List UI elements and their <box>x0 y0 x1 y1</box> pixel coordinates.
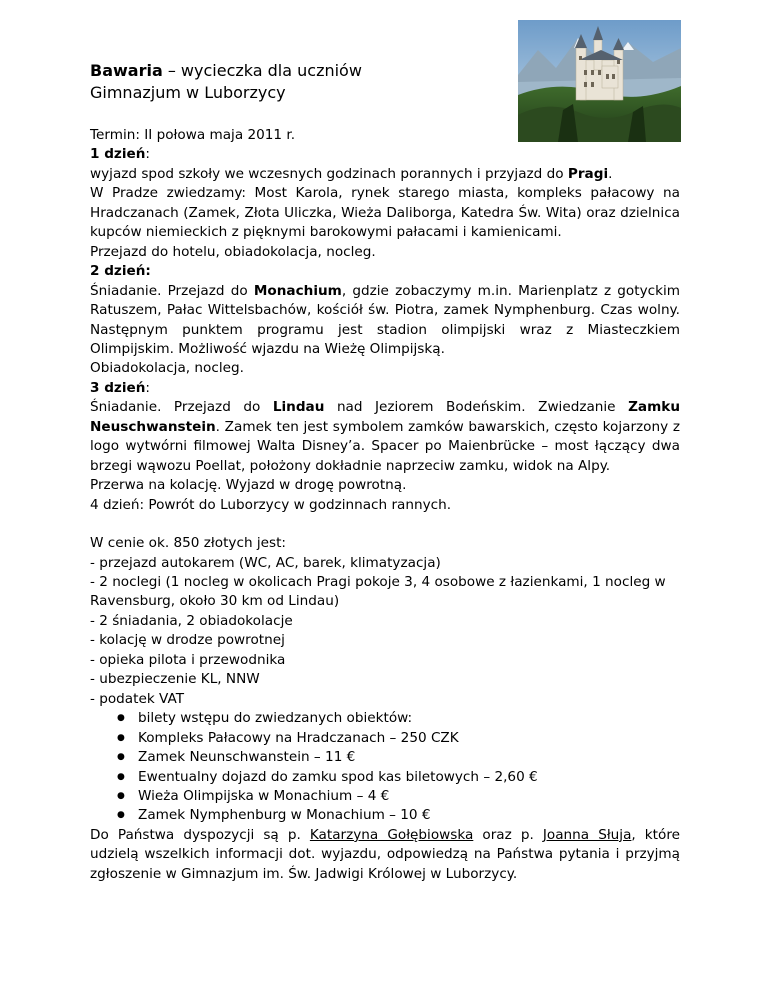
day1-paragraph: W Pradze zwiedzamy: Most Karola, rynek starego miasta, kompleks pałacowy na Hradczanach (Zamek, Złota Uliczka, Wieża Daliborga, Katedra Św. Wita) oraz dzielnica kupców niemieckich z pięknymi barokowymi pałacami i kamienicami. <box>90 185 680 241</box>
price-item: - podatek VAT <box>90 690 184 707</box>
day1-hotel: Przejazd do hotelu, obiadokolacja, nocleg. <box>90 243 376 260</box>
price-item: - 2 śniadania, 2 obiadokolacje <box>90 612 293 629</box>
day3-return: Przerwa na kolację. Wyjazd w drogę powrotną. <box>90 477 407 494</box>
title-rest: – wycieczka dla uczniów <box>162 61 362 80</box>
document-title <box>90 60 362 104</box>
price-intro: W cenie ok. 850 złotych jest: <box>90 535 287 552</box>
day2-heading: 2 dzień: <box>90 263 151 280</box>
day2-paragraph: Śniadanie. Przejazd do Monachium, gdzie zobaczymy m.in. Marienplatz z gotyckim Ratuszem, Pałac Wittelsbachów, kościół św. Piotra, zamek Nymphenburg. Czas wolny. Następnym punktem programu jest stadion olimpijski wraz z Miasteczkiem Olimpijskim. Możliwość wjazdu na Wieżę Olimpijską. <box>90 282 680 357</box>
document-body <box>90 126 680 884</box>
ticket-list-item: ● Zamek Nymphenburg w Monachium – 10 € <box>90 806 680 825</box>
castle-illustration <box>518 20 681 142</box>
price-item: - opieka pilota i przewodnika <box>90 651 286 668</box>
ticket-list-item: ● Kompleks Pałacowy na Hradczanach – 250 CZK <box>90 729 680 748</box>
day3-heading: 3 dzień: <box>90 379 150 396</box>
price-item: - przejazd autokarem (WC, AC, barek, klimatyzacja) <box>90 554 441 571</box>
title-line2: Gimnazjum w Luborzycy <box>90 83 286 102</box>
day1-heading: 1 dzień: <box>90 146 150 163</box>
day4: 4 dzień: Powrót do Luborzycy w godzinnach rannych. <box>90 496 452 513</box>
contact-paragraph: Do Państwa dyspozycji są p. Katarzyna Gołębiowska oraz p. Joanna Słuja, które udzielą wszelkich informacji dot. wyjazdu, odpowiedzą na Państwa pytania i przyjmą zgłoszenie w Gimnazjum im. Św. Jadwigi Królowej w Luborzycy. <box>90 826 680 882</box>
contact-name-2: Joanna Słuja <box>542 826 632 843</box>
day2-dinner: Obiadokolacja, nocleg. <box>90 360 244 377</box>
day1-line1: wyjazd spod szkoły we wczesnych godzinach porannych i przyjazd do Pragi. <box>90 165 613 182</box>
ticket-list-item: ● Zamek Neunschwanstein – 11 € <box>90 748 680 767</box>
price-item: - 2 noclegi (1 nocleg w okolicach Pragi pokoje 3, 4 osobowe z łazienkami, 1 nocleg w Ravensburg, około 30 km od Lindau) <box>90 573 666 610</box>
termin: Termin: II połowa maja 2011 r. <box>90 127 296 143</box>
contact-name-1: Katarzyna Gołębiowska <box>309 826 474 843</box>
day3-paragraph: Śniadanie. Przejazd do Lindau nad Jeziorem Bodeńskim. Zwiedzanie Zamku Neuschwanstein. Zamek ten jest symbolem zamków bawarskich, często kojarzony z logo wytwórni filmowej Walta Disney’a. Spacer po Maienbrücke – most łączący dwa brzegi wąwozu Poellat, położony dokładnie naprzeciw zamku, widok na Alpy. <box>90 399 680 474</box>
ticket-list-item: ● bilety wstępu do zwiedzanych obiektów: <box>90 709 680 728</box>
price-item: - ubezpieczenie KL, NNW <box>90 671 260 688</box>
ticket-list-item: ● Wieża Olimpijska w Monachium – 4 € <box>90 787 680 806</box>
title-bold: Bawaria <box>90 61 163 80</box>
ticket-list <box>90 709 680 826</box>
ticket-list-item: ● Ewentualny dojazd do zamku spod kas biletowych – 2,60 € <box>90 768 680 787</box>
price-item: - kolację w drodze powrotnej <box>90 632 285 649</box>
castle-photo <box>518 20 681 142</box>
